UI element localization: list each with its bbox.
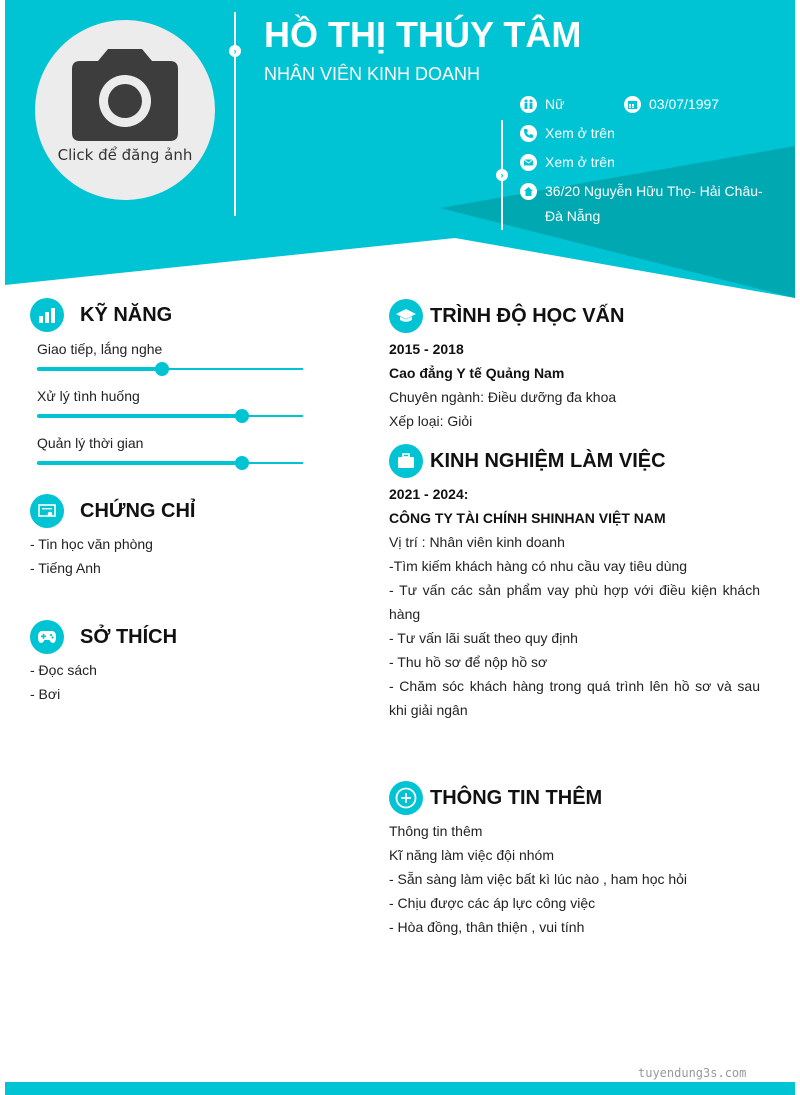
education-heading: TRÌNH ĐỘ HỌC VẤN xyxy=(389,299,624,333)
chevron-right-icon: › xyxy=(229,45,241,57)
bar-chart-icon xyxy=(30,298,64,332)
birthday-value: 03/07/1997 xyxy=(649,96,720,112)
skill-bar-fill xyxy=(37,414,242,418)
contact-gender xyxy=(520,96,564,117)
skills-heading: KỸ NĂNG xyxy=(30,298,172,332)
additional-line: - Chịu được các áp lực công việc xyxy=(389,895,596,911)
additional-line: Kĩ năng làm việc đội nhóm xyxy=(389,847,554,863)
email-icon xyxy=(520,154,537,171)
email-value: Xem ở trên xyxy=(545,154,615,170)
contact-phone xyxy=(520,125,615,146)
list-item: - Tiếng Anh xyxy=(30,560,101,576)
education-school: Cao đẳng Y tế Quảng Nam xyxy=(389,365,565,381)
graduation-cap-icon xyxy=(389,299,423,333)
experience-duty: -Tìm kiếm khách hàng có nhu cầu vay tiêu dùng xyxy=(389,558,688,574)
skill-bar-knob xyxy=(155,362,169,376)
additional-line: - Hòa đồng, thân thiện , vui tính xyxy=(389,919,585,935)
footer-bar xyxy=(5,1082,795,1095)
list-item: - Tin học văn phòng xyxy=(30,536,153,552)
skill-label: Giao tiếp, lắng nghe xyxy=(37,341,163,357)
gender-icon xyxy=(520,96,537,113)
list-item: - Đọc sách xyxy=(30,662,97,678)
contact-address xyxy=(520,183,763,229)
skill-bar-fill xyxy=(37,367,162,371)
certificate-icon xyxy=(30,494,64,528)
experience-position: Vị trí : Nhân viên kinh doanh xyxy=(389,534,565,550)
skill-bar xyxy=(37,462,303,464)
skill-bar-knob xyxy=(235,456,249,470)
education-major: Chuyên ngành: Điều dưỡng đa khoa xyxy=(389,389,617,405)
experience-period: 2021 - 2024: xyxy=(389,486,469,502)
hobbies-heading: SỞ THÍCH xyxy=(30,620,177,654)
candidate-name: HỒ THỊ THÚY TÂM xyxy=(264,14,582,55)
experience-heading: KINH NGHIỆM LÀM VIỆC xyxy=(389,444,666,478)
header-divider xyxy=(234,12,236,216)
list-item: - Bơi xyxy=(30,686,61,702)
additional-info-heading: THÔNG TIN THÊM xyxy=(389,781,602,815)
experience-duty: - Thu hồ sơ để nộp hồ sơ xyxy=(389,654,548,670)
experience-duty: - Chăm sóc khách hàng trong quá trình lên hồ sơ và sau khi giải ngân xyxy=(389,678,760,718)
address-value xyxy=(545,179,763,229)
home-icon xyxy=(520,183,537,200)
avatar-upload[interactable] xyxy=(35,20,215,200)
additional-line: - Sẵn sàng làm việc bất kì lúc nào , ham học hỏi xyxy=(389,871,688,887)
gender-value: Nữ xyxy=(545,96,565,112)
skill-bar xyxy=(37,368,303,370)
skill-bar-knob xyxy=(235,409,249,423)
job-title: NHÂN VIÊN KINH DOANH xyxy=(264,64,481,84)
phone-icon xyxy=(520,125,537,142)
skill-label: Xử lý tình huống xyxy=(37,388,140,404)
experience-duty: - Tư vấn lãi suất theo quy định xyxy=(389,630,578,646)
avatar-caption: Click để đăng ảnh xyxy=(57,146,193,164)
contact-email xyxy=(520,154,615,175)
plus-circle-icon xyxy=(389,781,423,815)
education-period: 2015 - 2018 xyxy=(389,341,464,357)
skill-label: Quản lý thời gian xyxy=(37,435,144,451)
skill-bar-fill xyxy=(37,461,242,465)
skill-bar xyxy=(37,415,303,417)
calendar-icon xyxy=(624,96,641,113)
camera-icon xyxy=(70,47,180,143)
certificates-heading: CHỨNG CHỈ xyxy=(30,494,195,528)
address-line-2: Đà Nẵng xyxy=(545,208,601,224)
additional-line: Thông tin thêm xyxy=(389,823,483,839)
education-grade: Xếp loại: Giỏi xyxy=(389,413,473,429)
chevron-right-icon: › xyxy=(496,169,508,181)
phone-value: Xem ở trên xyxy=(545,125,615,141)
watermark: tuyendung3s.com xyxy=(638,1066,747,1080)
contact-birthday xyxy=(624,96,719,117)
address-line-1: 36/20 Nguyễn Hữu Thọ- Hải Châu- xyxy=(545,183,763,199)
gamepad-icon xyxy=(30,620,64,654)
experience-company: CÔNG TY TÀI CHÍNH SHINHAN VIỆT NAM xyxy=(389,510,666,526)
experience-duty: - Tư vấn các sản phẩm vay phù hợp với điều kiện khách hàng xyxy=(389,582,760,622)
briefcase-icon xyxy=(389,444,423,478)
